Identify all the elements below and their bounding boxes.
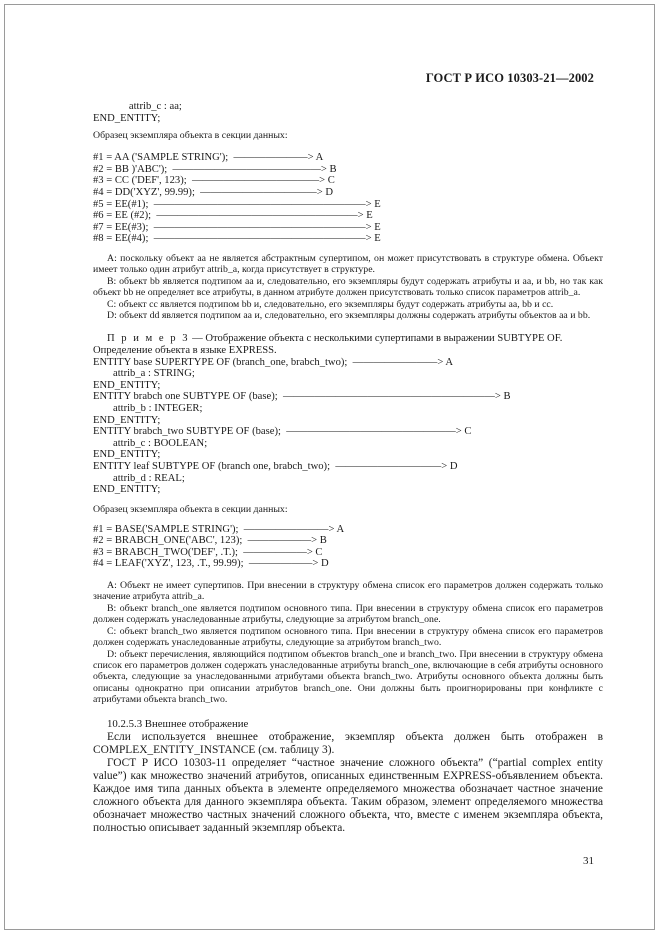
example-3-prefix: П р и м е р 3	[107, 333, 190, 345]
code-line: ENTITY brabch one SUBTYPE OF (base); ————————————————————> B	[93, 391, 511, 403]
example-3-title	[93, 333, 603, 356]
note-paragraph: В: объект bb является подтипом aa и, следовательно, его экземпляры будут содержать атрибуты и aa, и bb, но так как объект bb не определяет все атрибуты, в данном атрибуте должен присутствовать только список параметров attrib_a.	[93, 275, 603, 299]
instance-list-2	[93, 524, 603, 570]
code-line: ENTITY base SUPERTYPE OF (branch_one, brabch_two); ————————> A	[93, 356, 454, 368]
section-heading: 10.2.5.3 Внешнее отображение	[107, 717, 249, 730]
instance-line: #7 = EE(#3); ————————————————————> E	[93, 221, 381, 233]
instance-line: #8 = EE(#4); ————————————————————> E	[93, 233, 381, 245]
code-line: END_ENTITY;	[93, 112, 161, 124]
instance-line: #4 = DD('XYZ', 99.99); ———————————> D	[93, 186, 333, 198]
code-line: attrib_d : REAL;	[113, 472, 185, 484]
code-line: attrib_c : aa;	[113, 101, 182, 112]
document-page	[4, 4, 655, 930]
code-line: ENTITY brabch_two SUBTYPE OF (base); ————————————————> C	[93, 426, 472, 438]
body-paragraph: Если используется внешнее отображение, экземпляр объекта должен быть отображен в COMPLEX_ENTITY_INSTANCE (см. таблицу 3).	[93, 730, 603, 756]
note-paragraph: С: объект branch_two является подтипом основного типа. При внесении в структуру обмена список его параметров должен содержать унаследованные атрибуты, следующие за атрибутом branch_two.	[93, 625, 603, 649]
page-number: 31	[583, 855, 594, 867]
note-paragraph: В: объект branch_one является подтипом основного типа. При внесении в структуру обмена список его параметров должен содержать унаследованные атрибуты, следующие за атрибутом branch_one.	[93, 602, 603, 626]
notes-list-2	[93, 580, 603, 705]
notes-list-1	[93, 253, 603, 321]
instance-line: #5 = EE(#1); ————————————————————> E	[93, 198, 381, 210]
code-line: attrib_c : BOOLEAN;	[113, 437, 208, 449]
note-paragraph: С: объект cc является подтипом bb и, следовательно, его экземпляры будут содержать атрибуты aa, bb и cc.	[107, 298, 554, 310]
instance-list-1	[93, 152, 603, 245]
code-line: END_ENTITY;	[93, 484, 161, 496]
note-paragraph: D: объект перечисления, являющийся подтипом объектов branch_one и branch_two. При внесении в структуру обмена список его параметров должен содержать унаследованные атрибуты branch_one, включающие в себя атрибуты основного объекта, следующие за унаследованными атрибутами объекта branch_two. Атрибуты основного объекта должны быть описаны однократно при описании атрибутов branch_one. Они должны быть проигнорированы при конфликте с атрибутами объекта branch_two.	[93, 648, 603, 706]
example-3-text: — Отображение объекта с несколькими супертипами в выражении SUBTYPE OF. Определение объекта в языке EXPRESS.	[93, 333, 563, 356]
data-section-label-1: Образец экземпляра объекта в секции данных:	[93, 130, 288, 142]
instance-line: #1 = BASE('SAMPLE STRING'); ————————> A	[93, 523, 345, 535]
instance-line: #1 = AA ('SAMPLE STRING'); ———————> A	[93, 152, 324, 164]
code-block-1	[93, 101, 603, 124]
code-line: attrib_a : STRING;	[113, 368, 195, 380]
note-paragraph: А: поскольку объект aa не является абстрактным супертипом, он может присутствовать в структуре обмена. Объект имеет только один атрибут attrib_a, когда присутствует в структуре.	[93, 252, 603, 276]
code-line: END_ENTITY;	[93, 379, 161, 391]
section-body	[93, 731, 603, 835]
instance-line: #2 = BB )'ABC'); ——————————————> B	[93, 163, 337, 175]
note-paragraph: D: объект dd является подтипом aa и, следовательно, его экземпляры должны содержать атрибуты объектов aa и bb.	[107, 309, 591, 321]
instance-line: #3 = BRABCH_TWO('DEF', .T.); ——————> C	[93, 546, 323, 558]
instance-line: #3 = CC ('DEF', 123); ————————————> C	[93, 175, 335, 187]
code-line: ENTITY leaf SUBTYPE OF (branch one, brabch_two); ——————————> D	[93, 460, 458, 472]
code-line: END_ENTITY;	[93, 414, 161, 426]
standard-header: ГОСТ Р ИСО 10303-21—2002	[425, 71, 594, 85]
note-paragraph: А: Объект не имеет супертипов. При внесении в структуру обмена список его параметров должен содержать только значение атрибута attrib_a.	[93, 580, 603, 603]
instance-line: #6 = EE (#2); ———————————————————> E	[93, 210, 373, 222]
code-line: attrib_b : INTEGER;	[113, 402, 203, 414]
instance-line: #2 = BRABCH_ONE('ABC', 123); ——————> B	[93, 535, 327, 547]
page-content	[93, 101, 603, 835]
body-paragraph: ГОСТ Р ИСО 10303-11 определяет “частное значение сложного объекта” (“partial complex entity value”) как множество значений атрибутов, описанных единственным EXPRESS-объявлением объекта. Каждое имя типа данных объекта в элементе определяемого множества обозначает частное значение сложного объекта для данного экземпляра объекта. Таким образом, элемент определяемого множества обозначает множество частных значений сложного объекта, что, вместе с именем экземпляра объекта, полностью описывает заданный экземпляр объекта.	[93, 756, 603, 834]
data-section-label-2: Образец экземпляра объекта в секции данных:	[93, 503, 288, 515]
code-block-2	[93, 357, 603, 496]
instance-line: #4 = LEAF('XYZ', 123, .T., 99.99); ——————> D	[93, 558, 329, 570]
code-line: END_ENTITY;	[93, 449, 161, 461]
